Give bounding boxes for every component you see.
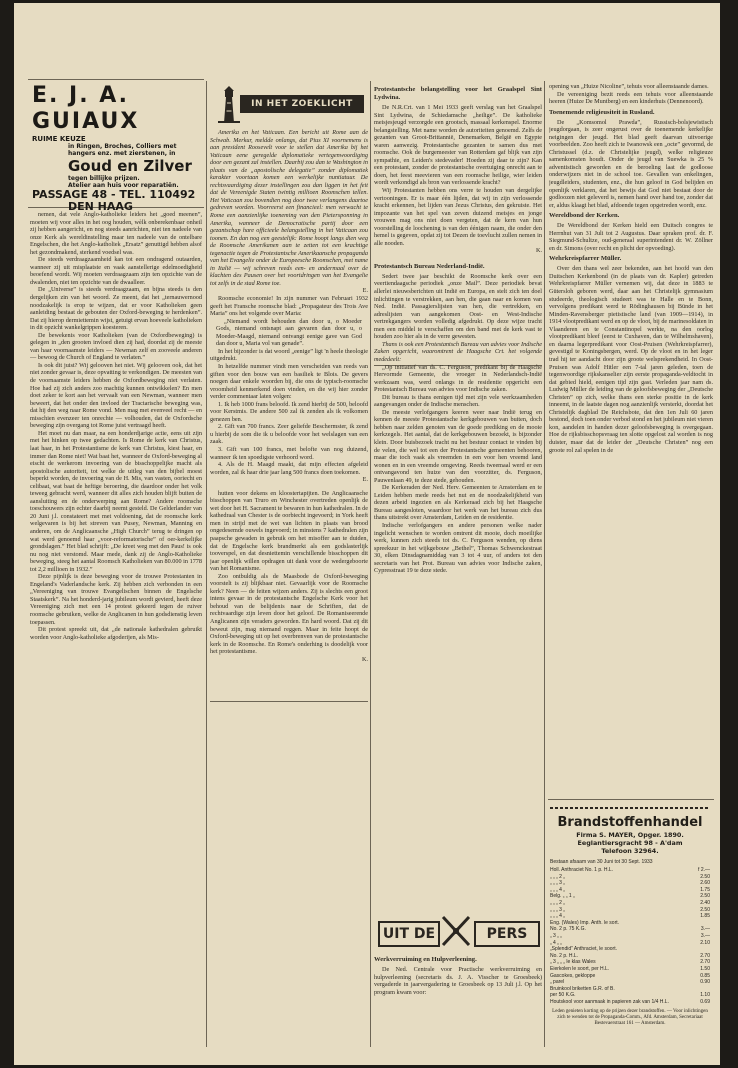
section-title-left: UIT DE [378,921,440,947]
price-row [550,887,710,894]
article-paragraph: Het moet nu dan maar, na een honderdjarige actie, eens uit zijn met het hinken op twee gedachten. Is Rome de kerk van Christus, laat haar, in het Protestantisme de kerk van Christus, kiest haar, en immer dan Rome niet! Wat baat het, wanneer de Oxford-beweging al eischt de werkerom invoering van de bisschoppelijke macht als apostolische autoriteit, tot welke de uitleg van den bijbel moest beperkt worden, de invoering van de H. Mis, van vasten, ooriecht en celibaat, wat baat de heftige beroering, die daardoor onder het volk teweeg gebracht werd, wanneer dit alles zich houden blijft buiten de aansluiting en de onderwerping aan Rome? Andere roomsche toeschouwers zijn echter daarbij neemt gesteld. De Gelderlander van 20 Juni j.l. constateert met met voldoening, dat de roomsche kerk welgevaren is bij het streven van Pusey, Newman, Manning en anderen, om de Anglicaansche „High Church” terug te dringen op wat werd genoemd haar „voor-reformatorische” of oer-kerkelijke grondslagen.” Het blad schrijft: „De kreet weg met den Paus! is ook nu nog niet verstomd. Maar mede, dank zij de Anglo-Katholieke beweging, steeg het aantal Roomsch Katholieken van 80.000 in 1778 tot 2,2 millioen in 1932.” [30,429,202,573]
ad-address: PASSAGE 48 - TEL. 110492 [32,188,196,201]
fuel-price: 2.60 [700,880,710,887]
article-paragraph: 3. Gift van 100 francs, met belofte van nog duizend, wanneer ik ten spoedigste verhoord word. [210,445,368,461]
fuel-price: f 2.— [698,867,710,873]
column-rule [544,81,545,1047]
fuel-price: 3.— [700,932,710,939]
fuel-price: 2.50 [700,873,710,880]
article-paragraph: 2. Gift van 700 francs. Zeer geliefde Beschermster, ik zend u hierbij de som die ik u beloofde voor het welslagen van een zaak. [210,423,368,446]
fuel-type: Houtskool voor aanmaak in papieren zak van 1/4 H.L. [550,998,669,1005]
price-list-header: Bestaan afsaam van 30 Juni tot 30 Sept. 1933 [550,859,653,865]
fuel-type: „ „ „ 4 „ [550,913,565,920]
fuel-price: 1.10 [700,992,710,999]
price-row [550,900,710,907]
fuel-price: 2.10 [700,939,710,946]
fuel-type: „ „ „ 2 „ [550,899,565,906]
fuel-type: Eierkolen le soort, per H.L. [550,965,610,972]
fuel-price: 1.75 [700,886,710,893]
fuel-price: 2.70 [700,959,710,966]
article-paragraph: Indische verlofgangers en andere personen welke nader ingelicht wenschen te worden omtrent dit mooie, doch moeilijke werk, kunnen zich steeds tot ds. C. Ferguson wenden, op diens spreekuur in het wijkgebouw „Bethel”, Thomas Schwenckestraat 30, elken Dinsdagnamiddag van 3 tot 4 uur, of anders tot den secretaris van het Prot. Bureau van advies voor Indische zaken, Cypresstraat 19 te deze stede. [374,521,542,575]
fuel-price: 1.50 [700,965,710,972]
ad-city: DEN HAAG [68,200,133,213]
article-paragraph: Roomsche economie! In zijn nummer van Februari 1932 geeft het Fransche roomsche blad: „Propagateur des Trois Ave Maria” ons het volgende over Maria: [210,295,368,318]
column-rule [206,81,207,1047]
article-paragraph: Thans is ook een Protestantsch Bureau van advies voor Indische Zaken opgericht, waaromtrent de Haagsche Crt. het volgende mededeelt: [374,340,542,363]
price-row [550,966,710,973]
ad-line: RUIME KEUZE [32,135,86,143]
column-1 [30,211,202,1051]
fuel-type: Gascokes, gekloppe [550,972,596,979]
zoeklicht-header [214,85,366,125]
advertiser-name: E. J. A. GUIAUX [32,83,140,134]
article-paragraph: Wij Protestanten hebben ons verre te houden van dergelijke vertooningen. Er is maar één lijden, dat wij in zijn verlossende kracht erkennen, het lijden van Jezus Christus, den gekruiste. Het impozante van het spel van zeven duizend meisjes en jonge vrouwen mag ons niet doen vergeten, dat de kern van hun voorstelling de loochening is van den éénigen naam, die onder den hemel is gegeven, opdat zij tot Dezen de toevlucht zullen nemen in alle nooden. [374,187,542,247]
fuel-type: „ „ „ 4 „ [550,886,565,893]
price-row [550,933,710,940]
article-paragraph: 1. Ik heb 1000 frans beloofd. Ik zend hierbij de 500, beloofd voor Kerstmis. De andere 500 zal ik zenden als ik volkomen genezen ben. [210,400,368,423]
ad-firm: Firma S. MAYER, Opger. 1890. [576,831,684,839]
price-row [550,893,710,900]
fuel-type: „ 3 „ „ „ le klas Wales [550,959,596,966]
article-heading: Protestantsche belangstelling voor het Graalspel Sint Lydwina. [374,86,542,101]
price-row [550,940,710,947]
article-paragraph: De Ned. Centrale voor Practische werkverruiming en hulpverleening (secretaris ds. J. A. Visscher te Groesbeek) vergaderde in jaarvergadering te Groesbeek op 13 Juli j.l. Op het program kwam voor: [374,966,542,996]
fuel-price: 3.— [700,926,710,933]
price-row [550,959,710,966]
ad-border-top [28,79,204,80]
fuel-type: No. 2 p. H.L. [550,952,579,959]
ad-footnote: Leden genieten korting op de prijzen dezer brandstoffen. — Voor inlichtingen zich te wenden tot de Propaganda-Comm., Afd. Amsterdam, Secretariaat [552,1009,708,1021]
fuel-type: „ „ „ 2 „ [550,873,565,880]
price-row [550,926,710,933]
article-heading: Protestantsch Bureau Nederland-Indië. [374,262,485,270]
price-row [550,999,710,1006]
price-row [550,973,710,980]
crossed-quills-icon [439,913,473,949]
price-row [550,953,710,960]
fuel-price: 0.85 [700,972,710,979]
ad-line: in Ringen, Broches, Colliers met [68,143,177,150]
column-3-bottom [374,953,542,1051]
column-3 [374,83,542,909]
ad-line: hangers enz. met zierstenen, in [68,150,176,157]
price-row [550,867,710,874]
article-paragraph: De „Universe” is steeds verdraagzaam, en bijna steeds is den dergelijken zin van het woord. Ze meent, dat het „ternauwernood noodzakelijk is erop te wijzen, dat er voor Katholieken geen aanleiding bestaat de gebouten der Oxford-beweging te herdenken”. Dat zij hierop dermiettemin wijst, getuigt ervan hoeveele katholieken in dit opzicht wankelgrippen koesteren. [30,286,202,332]
ad-title: Brandstoffenhandel [557,815,703,830]
article-heading: Werkverruiming en Hulpverleening. [374,956,477,963]
column-2 [210,129,368,1051]
fuel-price [695,986,710,993]
fuel-price: 0.90 [700,979,710,986]
article-paragraph: De meeste verlofgangers keeren weer naar Indië terug en kennen de meeste Protestantsche kerkgebouwen van buiten, doch hebben naar zelden genoten van de goede prediking en de mooie kerkzegels. Het aantal, dat de kerkgebouwen bezoekt, is bijzonder klein. Door buisbezoek tracht nu het bestuur contact te vinden bij de velen, die wel tot een der Protestantsche gemeenten behooren, maar die toch vaak als vreemden in een voor hen vreemd land wonen en in een vreemde omgeving. Reeds tweemaal werd er een ontvangavond ten huize van den voorzitter, ds. Ferguson, Pauwenlaan 49, te deze stede, gehouden. [374,408,542,484]
price-row [550,986,710,993]
fuel-price: 1.85 [700,913,710,920]
fuel-type: „ 3 „ „ [550,932,562,939]
price-row [550,946,710,953]
article-paragraph: De bewekenis voor Katholieken (van de Oxfordbeweging) is gelegen in „den grooten invloed dien zij had, doordat zij de meeste van haar voornaamste leiders — Newman zelf en zooveele anderen — bewoog de Church of England te verlaten.” [30,331,202,362]
section-title-right: PERS [474,921,540,947]
column-rule [370,81,371,1047]
ad-line: Atelier aan huis voor reparatiën. [68,182,179,189]
price-row [550,920,710,927]
fuel-type: per 50 K.G. [550,992,576,999]
ad-line: tegen billijke prijzen. [68,175,140,182]
ornament-divider [550,805,710,811]
article-paragraph: De Kerkeraden der Ned. Herv. Gemeenten te Amsterdam en te Leiden hebben mede reeds het nut en de noodzakelijkheid van dezen arbeid ingezien en als Kerkeraad zich bij het Haagsche Bureau aangesloten, waardoor het werk van het bureau zich dus thans uitstrekt over Amsterdam, Leiden en de residentie. [374,484,542,522]
article-paragraph: De steeds verdraagzaamheid kan tot een ondragend outaarden, wanneer zij uit misplaatste en vaak aanstellerige edelmoedigheid beoefend wordt. Wij moeten verdraagzaam zijn ten opzichte van de dwalenden, niet ten opzichte van de dwaalleer. [30,256,202,286]
article-paragraph: Is ook dit juist? Wij gelooven het niet. Wij gelooven ook, dat het niet zonder gevaar is, deze opvatting te verkondigen. De meesten van de voornaamste leiders hebben de Oxfordbeweging niet verlaten. Hoe had zij zich anders zoo machtig kunnen ontwikkelen? En men doet zeker te kort aan het vervaalt van een Newman, wanneer men beweert, dat het onder den invloed der Tractarische beweging was, dat hij den weg naar Rome vond. Men mag met evenveel recht — en misschien evenzeer ten onrechte — volhouden, dat de Oxfordsche beweging zijn overgang tot Rome juist vertraagd heeft. [30,361,202,430]
fuel-type: „ parel [550,979,565,986]
article-heading: Toenemende religieusiteit in Rusland. [549,108,655,116]
article-paragraph: Deze pijnlijk is deze beweging voor de trouwe Protestanten in Engeland's Vaderlandsche kerk. Zij hebben zich verbonden in een „Vereeniging van trouwe Evangelischen binnen de Engelsche Staatskerk”. Na het honderd-jarig jubileum wordt gevierd, heeft deze Vereeniging zich met een 14 protest gekeerd tegen de ruiver roomsche gebruiken, welke de Anglicanen in hun godsdienstig leven toepassen. [30,573,202,626]
article-paragraph: In het bijzonder is dat woord „eenige” ligt 'n heele theologie uitgedrukt. [210,347,368,363]
column-4 [549,83,713,795]
article-paragraph: De N.R.Crt. van 1 Mei 1933 geeft verslag van het Graalspel Sint Lydwina, de Schiedamsche „heilige”. De katholieke meisjesjeugd verzorgde een grootsch, massaal kerkenspel. Enorme belangstelling. Met name worden de autoriteiten genoemd. Zelfs de gezanten van Groot-Brittannië, Denemarken, België en Egypte waren aanwezig. Protestantsche gezanten te samen dus met roomsche. Ook de burgemeester van Rotterdam gaf blijk van zijn sympathie, en Leiden's stedevader! Hoeden zij daar te zijn? Kan een protestant, zonder de protestantsche overtuiging onrecht aan te doen, het feest meevieren van een roomsche heilige, wier leiden wordt verkondigd als bron van verlossende kracht? [374,104,542,187]
fuel-price: 2.50 [700,906,710,913]
fuel-type: Belg. „ „ 1 „ [550,893,575,900]
article-paragraph: 4. Als de H. Maagd maakt, dat mijn effecten afgeleid worden, zal ik haar drie jaar lang 500 francs doen toekomen. [210,461,368,476]
article-paragraph: „Op initiatief van ds. C. Ferguson, predikant bij de Haagsche Hervormde Gemeente, die vroeger in Nederlandsch-Indië werkzaam was, werd onlangs in de residentie opgericht een Protestantsch Bureau van advies voor Indische zaken. [374,363,542,394]
price-row [550,992,710,999]
article-signature: K. [535,247,542,255]
section-title: IN HET ZOEKLICHT [240,95,364,113]
article-paragraph: Dit protest spreekt uit, dat „de nationale kathedralen gebruikt worden voor Anglo-katholieke afgoderijen, als Mis- [30,626,202,641]
article-quote: „Niemand wordt behouden dan door u, o Moeder Gods, niemand ontsnapt aan gevaren dan door u, o Moeder-Maagd, niemand ontvangt eenige gave van God dan door u, Maria vol van genade”. [216,317,362,348]
article-signature: K. [361,655,368,663]
ad-border-top [548,799,714,800]
uit-de-pers-header [376,913,542,949]
ad-headline: Goud en Zilver [68,157,192,175]
article-paragraph: nemen, dat vele Anglo-katholieke leiders het „goed meenen”, moeten wij voor alles in het oog houden, wèlk onberekenbaar onheil zij hebben aangericht, en nog steeds aanrichten, niet ten nadeele van onze Kerk als wereldinstelling maar ten nadeele van de ontelbare Engelschen, die het Anglo-katholiek „Ersatz” genuttigd hebben alsof het gezondmakend, sterkend voedsel was. [30,211,202,256]
fuel-price: 0.69 [700,998,710,1005]
article-heading: Wereldbond der Kerken. [549,212,620,220]
guiaux-advertisement [32,83,200,213]
article-paragraph: Zoo ontbuldig als de Maasbode de Oxford-beweging voorstelt is zij blijkbaar niet. Gevaarlijk voor de Roomsche kerk? Neen — de feiten wijzen anders. Zij is slechts een groot intens gevaar in de protestantsche Engelsche Kerk voor het behoud van de belijdenis naar de Schriften, dat de rechtvaardige zijn leven door het geloof. De Romaniseerende Anglicanen zijn veraders geworden. En hard woord. Dat zij dit beweut zijn, mag niemand reggen. Maar in feite hoopt de Oxford-beweging uit op het overbrenven van de protestantsche kerk in de Roomsche. En Rome's onderhing is doodelijk voor het protestantisme. [210,572,368,656]
price-row [550,874,710,881]
fuel-type: Holl. Anthraciet No. 1 p. H.L. [550,867,614,873]
fuel-type: Eng. (Wales) Imp. Anth. le sort. [550,919,620,926]
fuel-price: 2.50 [700,893,710,900]
article-paragraph: In hetzelfde nummer vindt men verscheiden van reeds van giften voor den bouw van een basiliek te Blois. De gevers noegen daar enkele woorden bij, die ons de typisch-roomsche vroomheid kenmerkend doen vinden, en die wij hier zonder verder commentaar laten volgen: [210,362,368,401]
article-paragraph: Sedert twee jaar beschikt de Roomsche kerk over een veertiendaagsche periodiek „onze Mail”. Deze periodiek bevat allerlei nieuwsberichten uit Indië en Europa, en stelt zich ten doel inlichtingen te verstrekken, aan hen, die gaan naar en komen van Ned. Indië. Passagierslijsten van hen, die vertrekken, en adreslijsten van aangekomen Oost- en West-Indische vertrekgangers worden volledig afgedrukt. Op deze wijze tracht men een middel te verschaffen om den band met de kerk vast te houden zoo hier als in de verre gewesten. [374,272,542,341]
article-paragraph: hutten voor dekens en kloostertapijten. De Anglicaansche bisschoppen van Truro en Winchester overtreden openlijk de wet door het H. Sacrament te bewaren in hun kathedralen. In de kathedraal van Chester is de oorbiecht ingevoerd; in York heeft men in strijd met de wet van lichten in plaats van brood ongedesemde ouwels ingevoerd; in minstens 7 kathedralen zijn paapsche gewaden in gebruik om het misoffer aan te duiden, dat de Engelsche kerk brandmerkt als een godslasterlijk tooverspel, en dat desniettemin verschillende bisschoppen dit jaar openlijk willen opdragen uit dank voor de wedergeboorte van het Romanisme. [210,489,368,573]
newspaper-page [14,3,720,1065]
brandstoffenhandel-advertisement [550,805,710,1053]
fuel-price: 2.40 [700,899,710,906]
article-signature: E. [362,476,368,484]
fuel-type: „ „ „ 3 „ [550,880,565,887]
ad-footnote: Bestevaerstraat 161 — Amsterdam. [594,1021,666,1027]
price-row [550,913,710,920]
fuel-type: „ „ „ 3 „ [550,906,565,913]
price-row [550,880,710,887]
article-heading: Wehrkreispfarrer Müller. [549,255,622,263]
ad-address: Eeglantiersgracht 98 - A'dam [577,839,683,847]
article-paragraph: De vereeniging bezit reeds een tehuis voor alleenstaande heeren (Huize De Muntberg) en een kinderhuis (Dennenoord). [549,90,713,106]
fuel-type: Bruinkool briketten G.R. of B. [550,985,615,992]
price-list [550,867,710,1005]
article-paragraph: Dit bureau is thans eenigen tijd met zijn vele werkzaamheden aangevangen onder de Indische menschen. [374,393,542,409]
article-paragraph: Amerika en het Vaticaan. Een bericht uit Rome aan de Schwab. Merkur, meldde onlangs, dat Pius XI voornemens is aan president Roosevelt voor te stellen dat Amerika bij het Vaticaan eene geregelde diplomatieke vertegenwoordiging door een gezant zal instellen. Daarbij zou dan te Washington in plaats van de „apostolische delegatie” zonder diplomatiek karakter voortaan komen een werkelijke nuntiatuur. De rechtsvaardiging dezer instellingen zou dan liggen in het feit dat de Vereenigde Staten twintig millioen Roomschen tellen. Het Vaticaan zou bovendien nog door twee verlangens daartoe gedreven worden. Voorreerst een financieel: men verwacht te Rome een aanzienlijke toeneming van den Pietersponning in Amerika, wanneer de Democratische partij door een gezantschap hare officieele belangstelling in het Vaticaan zou toonen. En dan nog een geestelijk: Rome hoopt langs dien weg de Roomsche Amerikanen aan te zetten tot een krachtige tegenactie tegen de Protestantsche Amerikaansche propaganda van het Evangelie onder de Europeesche Roomschen, met name in Italië — wij schreven reeds een- en andermaal over de klachten des Pausen over het voortdringen van het Evangelie tot zelfs in de stad Rome toe. [210,129,368,287]
article-paragraph: De Wereldbond der Kerken hield een Duitsch congres te Herrnhut van 31 Juli tot 2 Augustus. Daar spraken prof. dr. F. Siegmund-Schultze, oud-generaal superintendent dr. W. Zöllner en dr. Simons (over recht en plicht der opvoeding). [549,222,713,252]
article-paragraph: opening van „Huize Nicoline”, tehuis voor alleenstaande dames. [549,83,709,90]
fuel-price: 2.70 [700,952,710,959]
price-row [550,979,710,986]
article-signature: E. [362,287,368,295]
fuel-type: „ 4 „ „ [550,939,562,946]
article-paragraph: Over den thans wel zeer bekenden, aan het hoofd van den Duitschen Kerkenbond (in de plaats van dr. Kapler) getreden Wehrkreispfarrer Müller vernemen wij, dat deze in 1883 te Gütersloh geboren werd, daar aan het Christelijk gymnasium studeerde, theologisch studeert was te Halle en te Bonn, vervolgens predikant werd te Rödinghausen bij Bünde in het Minden-Ravensberger pietistische land (van 1909—1914), in 1914 vlootpredikant werd en op de vloot, bij de marinesoldaten in Vlaanderen en te Constantinopel werkte, na den oorlog vlootpredikant bleef (eerst te Cuxhaven, dan te Wilhelmshaven), en daarna legerpredikant voor Oost-Pruisen (Wehrkreispfarrer), gevestigd te Koningsbergen, werd. Op de vloot en in het leger trad hij ter aandacht door zijn groote welsprekendheid. In Oost-Pruisen was Adolf Hitler een 7-tal jaren geleden, toen de tegenwoordige rijkskanselier zijn eerste propaganda-veldtocht in dat gebied hield, eenigen tijd zijn gast. Verleden jaar nam ds. Ludwig Müller de leiding van de geloofsbeweging der „Deutsche Christen” op zich, welke thans een sterke positie in de kerk inneemt, in de laatste dagen nog aanzienlijk versterkt, doordat het Christelijk dagblad De Reichsbote, dat den 1en Juli 60 jaren bestond, doch toen onder verbod stond en het jubileum niet vieren kon, aandelen in handen dezer geloofsbeweging is overgegaan. Hoe de rijksbisschopsvraag ten slotte opgelost zal worden is nog duister, maar dat de leider der „Deutsche Christen” nog een groote rol zal spelen in de [549,265,713,454]
fuel-type: „Splendid” Anthraciet, le soort. [550,946,617,953]
fuel-price [695,920,710,927]
ad-phone: Telefoon 32964. [601,847,659,855]
fuel-type: No. 2 p. 75 K.G. [550,926,586,933]
fuel-price [695,946,710,953]
article-paragraph: De „Komsomol Prawda”, Russisch-bolsjewistisch jeugdorgaan, is zeer ongerust over de toenemende kerkelijke neigingen der jeugd. Het blad geeft daarvan uitvoerige voorbeelden. Zoo heeft zich te Iwanowsk een „octe” gevormd, de Christussel (d.z. de Christelijke jeugd), welke religieuze samenkomsten houdt. Onder de jeugd van Suewka is 25 % adventistisch geworden en de beroeling laat de godloose onderwijzers niet in de school toe. Gevallen van enkelingen, jeugdleiders, studenten, enz., die hun geloof in God belijden en openlijk verklaren, dat het bewijs dat God niet bestaat door de godloozen niet geleverd is, nemen hand over hand toe, zonder dat er, aldus klaagt het blad, afdoende tegen opgetreden wordt, enz. [549,118,713,209]
price-row [550,907,710,914]
